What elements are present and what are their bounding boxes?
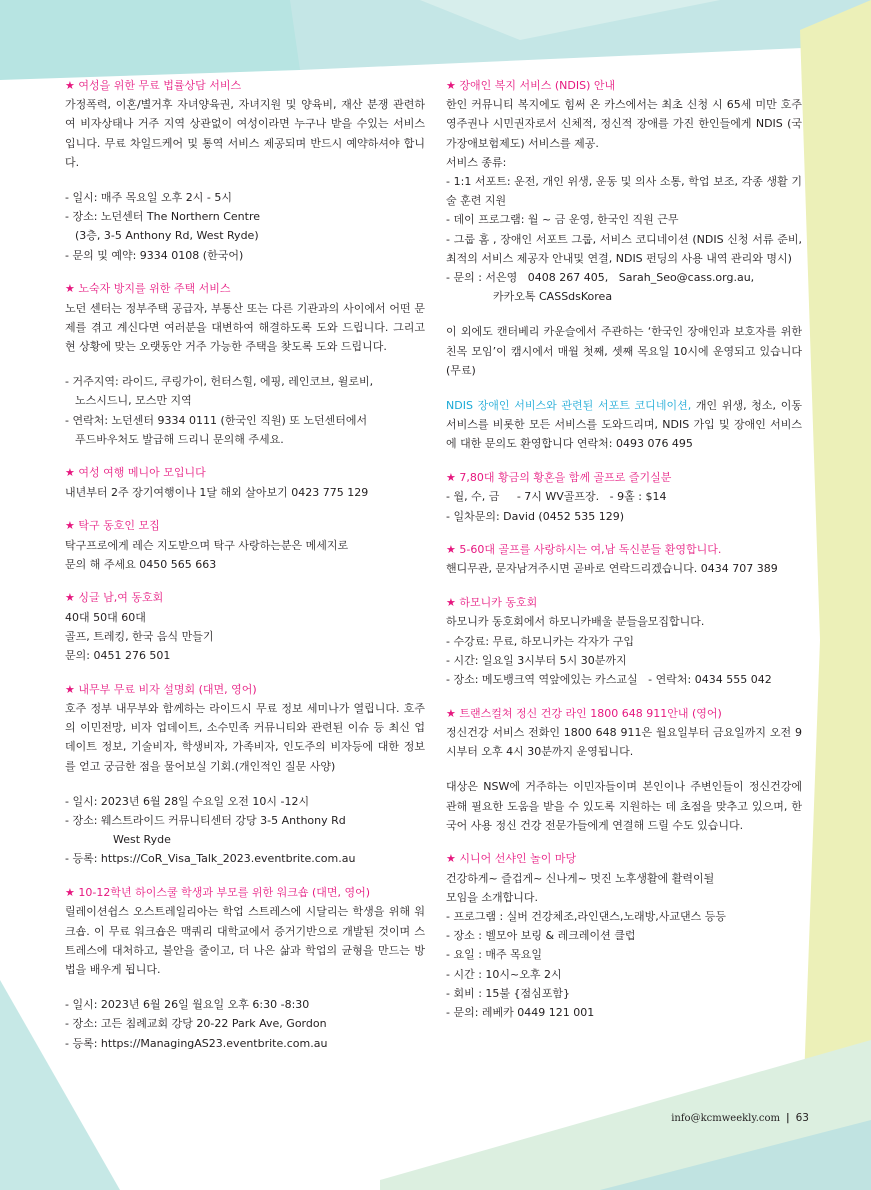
housing-contact-cont: 푸드바우처도 발급해 드리니 문의해 주세요. [75, 432, 284, 446]
ndis-service-types: 서비스 종류: [446, 155, 507, 169]
ndis-coordination-body: 개인 위생, 청소, 이동 서비스를 비롯한 모든 서비스를 도와드리며, NDIS 가입 및 장애인 서비스에 대한 문의도 환영합니다 연락처: 0493 076 495 [446, 399, 802, 451]
golf-senior-schedule: - 월, 수, 금 - 7시 WV골프장. - 9홀 : $14 [446, 490, 667, 504]
golf-senior-title: ★ 7,80대 황금의 황혼을 함께 골프로 즐기실분 [446, 471, 672, 485]
legal-place: - 장소: 노던센터 The Northern Centre [65, 210, 260, 224]
travel-body: 내년부터 2주 장기여행이나 1달 해외 살아보기 0423 775 129 [65, 485, 369, 499]
workshop-time: - 일시: 2023년 6월 26일 월요일 오후 6:30 -8:30 [65, 998, 310, 1012]
senior-intro-2: 모임을 소개합니다. [446, 890, 539, 904]
visa-place-cont: West Ryde [113, 833, 171, 847]
footer-separator: | [785, 1113, 790, 1124]
housing-area: - 거주지역: 라이드, 쿠링가이, 헌터스힐, 에핑, 레인코브, 윌로비, [65, 375, 374, 389]
legal-address: (3층, 3-5 Anthony Rd, West Ryde) [75, 229, 259, 243]
ndis-title: ★ 장애인 복지 서비스 (NDIS) 안내 [446, 79, 616, 92]
tabletennis-line-2: 문의 해 주세요 0450 565 663 [65, 557, 217, 571]
ndis-day-program: - 데이 프로그램: 월 ~ 금 운영, 한국인 직원 근무 [446, 213, 679, 227]
ndis-canterbury: 이 외에도 캔터베리 카운슬에서 주관하는 ‘한국인 장애인과 보호자를 위한 친목 모임’이 캠시에서 매월 첫째, 셋째 목요일 10시에 운영되고 있습니다(무료) [446, 325, 802, 377]
senior-program: - 프로그램 : 실버 건강체조,라인댄스,노래방,사교댄스 등등 [446, 910, 727, 924]
housing-area-cont: 노스시드니, 모스만 지역 [75, 394, 192, 408]
ndis-group-home: - 그룹 홈 , 장애인 서포트 그룹, 서비스 코디네이션 (NDIS 신청 서류 준비, 최적의 서비스 제공자 안내및 연결, NDIS 펀딩의 사용 내역 관리와 명시) [446, 232, 802, 265]
senior-place: - 장소 : 벨모아 보링 & 레크레이션 클럽 [446, 929, 636, 943]
golf-single-section [446, 540, 802, 578]
workshop-register: - 등록: https://ManagingAS23.eventbrite.com.au [65, 1036, 328, 1050]
senior-intro: 건강하게~ 즐겁게~ 신나게~ 멋진 노후생활에 활력이될 [446, 871, 715, 885]
senior-time: - 시간 : 10시~오후 2시 [446, 967, 562, 981]
senior-section [446, 849, 802, 1022]
page-number: 63 [795, 1112, 809, 1124]
travel-section [65, 463, 425, 501]
ndis-kakao: 카카오톡 CASSdsKorea [493, 290, 613, 304]
single-club-activities: 골프, 트레킹, 한국 음식 만들기 [65, 629, 214, 643]
golf-single-body: 핸디무관, 문자남겨주시면 곧바로 연락드리겠습니다. 0434 707 389 [446, 562, 778, 576]
visa-register: - 등록: https://CoR_Visa_Talk_2023.eventbrite.com.au [65, 852, 356, 866]
harmonica-fee: - 수강료: 무료, 하모니카는 각자가 구입 [446, 634, 635, 648]
travel-title: ★ 여성 여행 메니아 모입니다 [65, 466, 206, 480]
mental-health-title: ★ 트랜스컬쳐 정신 건강 라인 1800 648 911안내 (영어) [446, 706, 722, 720]
ndis-body: 한인 커뮤니티 복지에도 힘써 온 카스에서는 최초 신청 시 65세 미만 호주 영주권나 시민권자로서 신체적, 정신적 장애를 가진 한인들에게 NDIS (국가장애보험제도) 서비스를 제공. [446, 98, 802, 150]
visa-section [65, 680, 425, 869]
single-club-title: ★ 싱글 남,여 동호회 [65, 591, 164, 605]
legal-service-body: 가정폭력, 이혼/별거후 자녀양육권, 자녀지원 및 양육비, 재산 분쟁 관련하여 비자상태나 거주 지역 상관없이 여성이라면 누구나 받을 수있는 서비스입니다. 무료 차일드케어 및 통역 서비스 제공되며 반드시 예약하셔야 합니다. [65, 98, 425, 169]
harmonica-intro: 하모니카 동호회에서 하모니카배울 분들을모집합니다. [446, 615, 705, 629]
legal-service-title: ★ 여성을 위한 무료 법률상담 서비스 [65, 79, 242, 92]
workshop-body: 릴레이션쉽스 오스트레일리아는 학업 스트레스에 시달리는 학생을 위해 워크숍. 이 무료 워크숍은 맥쿼리 대학교에서 증거기반으로 개발된 것이며 스트레스에 대처하고, 불안을 줄이고, 더 나은 삶과 학업의 균형을 만드는 방법을 배우게 됩니다. [65, 905, 425, 976]
harmonica-section [446, 593, 802, 689]
visa-time: - 일시: 2023년 6월 28일 수요일 오전 10시 -12시 [65, 794, 310, 808]
visa-body: 호주 정부 내무부와 함께하는 라이드시 무료 정보 세미나가 열립니다. 호주의 이민전망, 비자 업데이트, 소수민족 커뮤니티와 관련된 이슈 등 최신 업데이트 정보, 기술비자, 학생비자, 가족비자, 인도주의 비자등에 대한 정보를 얻고 궁금한 점을 물어보실 기회.(개인적인 질문 사양) [65, 701, 425, 773]
tabletennis-line-1: 탁구프로에게 레슨 지도받으며 탁구 사랑하는분은 메세지로 [65, 538, 349, 552]
legal-service-section [65, 76, 425, 265]
tabletennis-title: ★ 탁구 동호인 모집 [65, 519, 160, 533]
ndis-section [446, 76, 802, 454]
left-column [65, 76, 425, 1067]
harmonica-time: - 시간: 일요일 3시부터 5시 30분까지 [446, 653, 627, 667]
workshop-place: - 장소: 고든 침례교회 강당 20-22 Park Ave, Gordon [65, 1017, 327, 1031]
housing-contact: - 연락처: 노던센터 9334 0111 (한국인 직원) 또 노던센터에서 [65, 413, 368, 427]
workshop-title: ★ 10-12학년 하이스쿨 학생과 부모를 위한 워크숍 (대면, 영어) [65, 886, 371, 900]
visa-place: - 장소: 웨스트라이드 커뮤니티센터 강당 3-5 Anthony Rd [65, 814, 346, 827]
ndis-one-to-one: - 1:1 서포트: 운전, 개인 위생, 운동 및 의사 소통, 학업 보조, 각종 생활 기술 훈련 지원 [446, 175, 802, 208]
golf-senior-contact: - 일차문의: David (0452 535 129) [446, 509, 624, 523]
mental-health-body: 정신건강 서비스 전화인 1800 648 911은 월요일부터 금요일까지 오전 9시부터 오후 4시 30분까지 운영됩니다. [446, 725, 802, 759]
single-club-section [65, 588, 425, 665]
page-footer [671, 1112, 809, 1124]
visa-title: ★ 내무부 무료 비자 설명회 (대면, 영어) [65, 682, 257, 696]
senior-day: - 요일 : 매주 목요일 [446, 948, 543, 962]
legal-time: - 일시: 매주 목요일 오후 2시 - 5시 [65, 191, 233, 205]
senior-fee: - 회비 : 15불 {점심포함} [446, 986, 571, 1000]
mental-health-body-2: 대상은 NSW에 거주하는 이민자들이며 본인이나 주변인들이 정신건강에 관해 필요한 도움을 받을 수 있도록 지원하는 데 초점을 맞추고 있으며, 한국어 사용 정신 건강 전문가들에게 연결해 드릴 수도 있습니다. [446, 780, 802, 832]
mental-health-section [446, 704, 802, 835]
senior-contact: - 문의: 레베카 0449 121 001 [446, 1006, 595, 1020]
senior-title: ★ 시니어 선샤인 놀이 마당 [446, 852, 577, 866]
golf-single-title: ★ 5-60대 골프를 사랑하시는 여,남 독신분들 환영합니다. [446, 543, 722, 557]
housing-body: 노던 센터는 정부주택 공급자, 부통산 또는 다른 기관과의 사이에서 어떤 문제를 겪고 계신다면 여러분을 대변하여 해결하도록 도와 드립니다. 그리고 현 상황에 맞는 오랫동안 거주 가능한 주택을 찾도록 도와 드립니다. [65, 301, 425, 353]
single-club-contact: 문의: 0451 276 501 [65, 649, 171, 663]
legal-contact: - 문의 및 예약: 9334 0108 (한국어) [65, 248, 244, 262]
ndis-coordination-highlight: NDIS 장애인 서비스와 관련된 서포트 코디네이션, [446, 399, 692, 413]
ndis-coordination [446, 396, 802, 454]
housing-section [65, 279, 425, 449]
tabletennis-section [65, 516, 425, 574]
housing-title: ★ 노숙자 방지를 위한 주택 서비스 [65, 282, 231, 296]
right-column [446, 76, 802, 1037]
harmonica-place: - 장소: 메도뱅크역 역앞에있는 카스교실 - 연락처: 0434 555 042 [446, 672, 772, 686]
golf-senior-section [446, 468, 802, 526]
harmonica-title: ★ 하모니카 동호회 [446, 596, 538, 610]
single-club-ages: 40대 50대 60대 [65, 610, 146, 624]
ndis-contact: - 문의 : 서은영 0408 267 405, Sarah_Seo@cass.org.au, [446, 271, 755, 285]
footer-email[interactable]: info@kcmweekly.com [671, 1113, 780, 1124]
workshop-section [65, 883, 425, 1053]
